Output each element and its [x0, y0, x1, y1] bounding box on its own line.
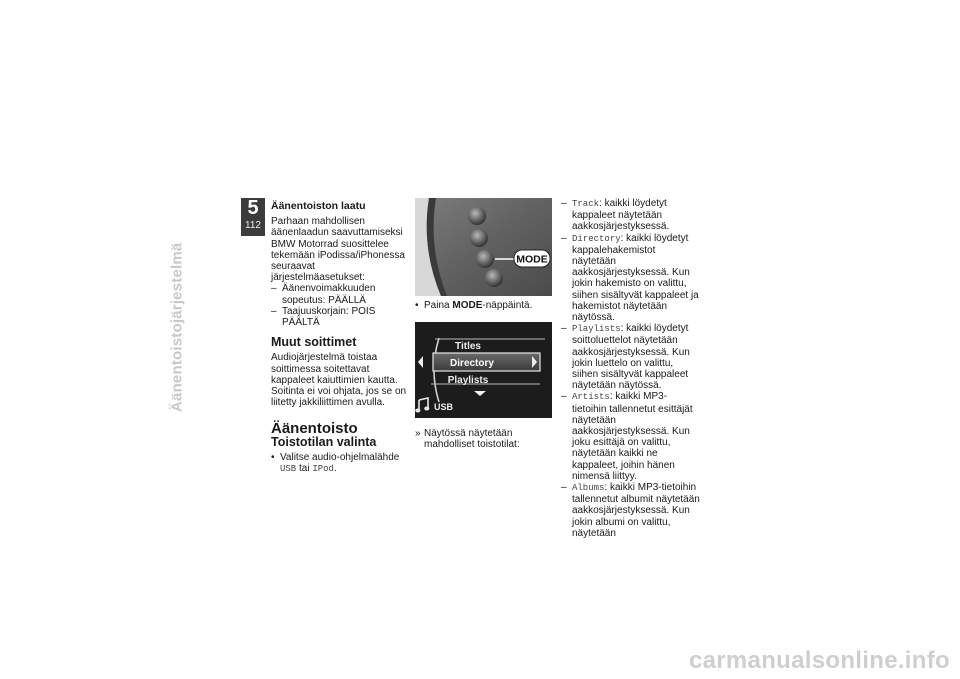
mode-label: MODE — [516, 253, 548, 266]
menu-item-directory: Directory — [450, 358, 494, 369]
column-3 — [561, 198, 701, 539]
heading-other-players: Muut soittimet — [271, 335, 357, 350]
knob-2 — [470, 229, 488, 247]
menu-item-titles: Titles — [455, 341, 481, 352]
paragraph-sound-quality: Parhaan mahdollisen äänenlaadun saavuttamiseksi BMW Motorrad suosittelee tekemään iPodissa/iPhonessa seuraavat järjestelmäasetukset: — [271, 216, 405, 284]
list-item-equalizer: – Taajuuskorjain: POIS PÄÄLTÄ — [271, 306, 411, 328]
source-usb: USB — [434, 402, 454, 412]
mode-item-artists: – Artists: kaikki MP3-tietoihin tallennetut esittäjät näytetään aakkosjärjestyksessä. Kun joku esittäjä on valittu, näytetään kaikki ne kappaleet, joihin hänen nimensä liittyy. — [561, 391, 701, 482]
code-usb: USB — [280, 464, 297, 475]
heading-sound-quality: Äänentoiston laatu — [271, 200, 366, 212]
mode-item-directory: – Directory: kaikki löydetyt kappalehakemistot näytetään aakkosjärjestyksessä. Kun jokin hakemisto on valittu, siihen sisältyvät kappaleet ja hakemistot näytetään näytössä. — [561, 233, 701, 324]
chapter-number: 5 — [247, 197, 259, 219]
chapter-tab — [241, 198, 265, 236]
heading-playback: Äänentoisto — [271, 420, 358, 438]
menu-item-playlists: Playlists — [447, 375, 489, 386]
paragraph-other-players: Audiojärjestelmä toistaa soittimessa soitettavat kappaleet kaiuttimien kautta. Soitinta ei voi ohjata, jos se on liitetty jakkiliittimen avulla. — [271, 352, 407, 409]
mode-item-playlists: – Playlists: kaikki löydetyt soittoluettelot näytetään aakkosjärjestyksessä. Kun jokin luettelo on valittu, siihen sisältyvät kappaleet näytetään näytössä. — [561, 323, 701, 391]
chapter-vertical-title: Äänentoistojärjestelmä — [168, 242, 186, 412]
result-display-modes: » Näytössä näytetään mahdolliset toistotilat: — [415, 428, 555, 450]
instruction-press-mode: • Paina MODE-näppäintä. — [415, 300, 555, 311]
mode-item-albums: – Albums: kaikki MP3-tietoihin tallennetut albumit näytetään aakkosjärjestyksessä. Kun jokin albumi on valittu, näytetään — [561, 482, 701, 539]
display-screen — [415, 322, 552, 418]
column-1 — [271, 201, 411, 475]
mode-item-track: – Track: kaikki löydetyt kappaleet näytetään aakkosjärjestyksessä. — [561, 198, 701, 233]
mode-key: MODE — [452, 300, 483, 311]
knob-4 — [485, 269, 503, 287]
knob-3 — [476, 250, 494, 268]
knob-1 — [468, 207, 486, 225]
watermark: carmanualsonline.info — [688, 647, 950, 674]
heading-mode-select: Toistotilan valinta — [271, 434, 377, 449]
list-item-volume-adapt: – Äänenvoimakkuuden sopeutus: PÄÄLLÄ — [271, 283, 411, 305]
page-number: 112 — [245, 220, 261, 231]
photo-mode-button — [415, 198, 552, 296]
code-ipod: IPod — [312, 464, 334, 475]
instruction-select-source: • Valitse audio-ohjelmalähde USB tai IPod. — [271, 452, 411, 475]
